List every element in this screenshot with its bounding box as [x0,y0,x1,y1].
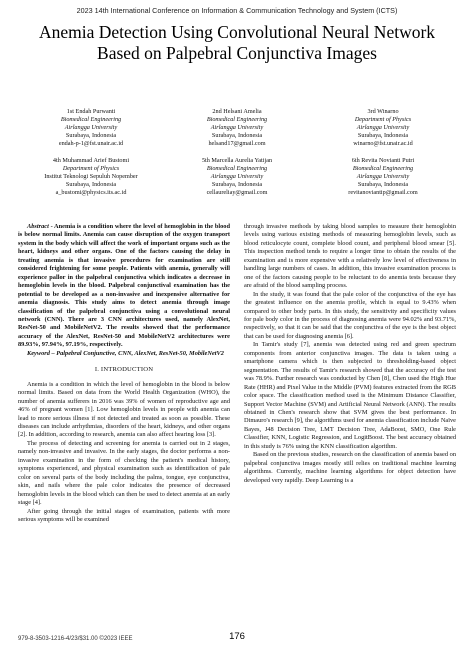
author-affiliation: Department of Physics [354,116,412,123]
author-institution: Airlangga University [64,124,118,131]
author-affiliation: Biomedical Engineering [206,165,268,172]
author-name: 1st Endah Purwanti [66,108,116,115]
author-6 [310,157,456,197]
author-city: Surabaya, Indonesia [65,132,117,139]
author-email: endah-p-1@fst.unair.ac.id [58,140,124,147]
paper-title: Anemia Detection Using Convolutional Neural Network Based on Palpebral Conjunctiva Images [38,22,436,63]
paragraph: Anemia is a condition in which the level of hemoglobin in the blood is below normal limits. Based on data from the World Health Organization (WHO), the number of anemia sufferers in 2016 was 39% of women of reproductive age and 46% of pregnant women [1]. Low hemoglobin levels in people with anemia can lead to more serious illness if not detected and treated as soon as possible. These diseases can include arrhythmias, disorders of the heart, kidneys, and other organs [2]. In addition, according to research, anemia can also affect hearing loss [3]. [18,380,230,439]
author-institution: Airlangga University [210,173,264,180]
left-column [18,223,230,524]
author-5 [164,157,310,197]
paragraph: through invasive methods by taking blood samples to measure their hemoglobin levels using various existing methods of measuring hemoglobin levels, such as blood reticulocyte count, complete blood count, and peripheral blood smear [5]. This inspection method tends to require a longer time to obtain the results of the examination and is more expensive with a relatively low level of effectiveness in handling large numbers of cases. In addition, this invasive examination process is one of the factors causing people to be reluctant to do anemia tests because they are afraid of the blood sampling process. [244,223,456,290]
right-column [244,223,456,485]
author-3 [310,108,456,148]
keywords: Keyword – Palpebral Conjunctive, CNN, AlexNet, ResNet-50, MobileNetV2 [27,349,224,357]
author-affiliation: Biomedical Engineering [60,116,122,123]
page-number: 176 [229,631,245,642]
paragraph: After going through the initial stages of examination, patients with more serious symptoms will be examined [18,507,230,523]
author-affiliation: Department of Physics [62,165,120,172]
author-4 [18,157,164,197]
author-block [18,108,456,197]
paragraph: In the study, it was found that the pale color of the conjunctiva of the eye has the greatest influence on the anemia profile, which is equal to 9.43% when compared to other body parts. In this study, the sensitivity and specificity values for pale body color in the process of diagnosing anemia were 94.02% and 93.71%, respectively, so that it can be said that the conjunctiva of the eye is the best object that can be used for diagnosing anemia [6]. [244,290,456,340]
abstract [18,223,230,350]
author-institution: Airlangga University [356,124,410,131]
abstract-label: Abstract [27,223,49,230]
author-2 [164,108,310,148]
author-institution: Institut Teknologi Sepuluh Nopember [44,173,138,180]
isbn-copyright: 979-8-3503-1216-4/23/$31.00 ©2023 IEEE [18,636,133,642]
conference-header: 2023 14th International Conference on Information & Communication Technology and System (ICTS) [76,6,398,15]
paragraph: The process of detecting and screening for anemia is carried out in 2 stages, namely non-invasive and invasive. In the early stages, the doctor performs a non-invasive examination in the form of checking the patient's medical history, symptoms experienced, and physical examination such as identification of pale color on several parts of the body including the palms, tongue, eye conjunctiva, skin, and nails where the pale color indicates the presence of decreased hemoglobin levels in the blood which can then be used to detect anemia at an early stage [4]. [18,439,230,507]
author-email: helsand17@gmail.com [208,140,266,147]
section-heading-introduction: I. INTRODUCTION [94,366,154,374]
author-name: 3rd Winarno [367,108,399,115]
author-name: 5th Marcella Aurelia Yatijan [201,157,273,164]
author-city: Surabaya, Indonesia [211,132,263,139]
author-city: Surabaya, Indonesia [357,181,409,188]
author-name: 4th Muhammad Arief Bustomi [52,157,130,164]
author-city: Surabaya, Indonesia [65,181,117,188]
author-name: 6th Revita Novianti Putri [351,157,415,164]
author-affiliation: Biomedical Engineering [206,116,268,123]
author-email: revitanoviantip@gmail.com [348,189,418,196]
paragraph: Based on the previous studies, research on the classification of anemia based on palpebral conjunctiva images mostly still relies on traditional machine learning algorithms. Currently, machine learning algorithms for object detection have developed very rapidly. Deep Learning is a [244,451,456,484]
author-city: Surabaya, Indonesia [211,181,263,188]
author-email: a_bustomi@physics.its.ac.id [55,189,127,196]
abstract-text: - Anemia is a condition where the level of hemoglobin in the blood is below normal limits. Anemia can cause disruption of the oxygen transport system in the body which will affect the work of important organs such as the heart, kidneys and other organs. One of the factors causing the delay in treating anemia is that invasive procedures for examination are still considered frightening for some people. Patients with anemia, generally will experience pallor in the palpebral conjunctiva which indicates a decrease in hemoglobin levels in the blood. Palpebral conjunctival examination has the potential to be developed as a non-invasive and inexpensive alternative for anemia diagnosis. This study aims to detect anemia through image classification of the palpebral conjunctiva using a convolutional neural network (CNN). There are 3 CNN architectures used, namely AlexNet, ResNet-50 and MobileNetV2. The results showed that the performance accuracy of the AlexNet, ResNet-50 and MobileNetV2 architectures were 89.93%, 97.94%, 97.19%, respectively. [18,223,230,349]
author-email: cellaureliay@gmail.com [206,189,268,196]
author-name: 2nd Helsani Amelia [212,108,262,115]
author-institution: Airlangga University [356,173,410,180]
author-email: winarno@fst.unair.ac.id [353,140,413,147]
paragraph: In Tamir's study [7], anemia was detected using red and green spectrum components from anterior conjunctiva images. The data is taken using a smartphone camera which is then subjected to thresholding-based object segmentation. The results of Tamir's research showed that the accuracy of the test was 78.9%. Further research was conducted by Chen [8], Chen used the High Hue Rate (HHR) and Pixel Value in the Middle (PVM) features extracted from the RGB color space. The classification method used is the Minimum Distance Classifier, Support Vector Machine (SVM) and Artificial Neural Network (ANN). The results obtained in Chen's research show that SVM gives the best performance. In Dimauro's research [9], the algorithms used for anemia classification include Naïve Bayes, J48 Decision Tree, LMT Decision Tree, AdaBoost, SMO, One Rule Classifier, KNN, Logistic Regression, and LogitBoost. The best accuracy obtained in this study is 76% using the KNN classification algorithm. [244,341,456,450]
author-institution: Airlangga University [210,124,264,131]
author-1 [18,108,164,148]
author-affiliation: Biomedical Engineering [352,165,414,172]
author-city: Surabaya, Indonesia [357,132,409,139]
